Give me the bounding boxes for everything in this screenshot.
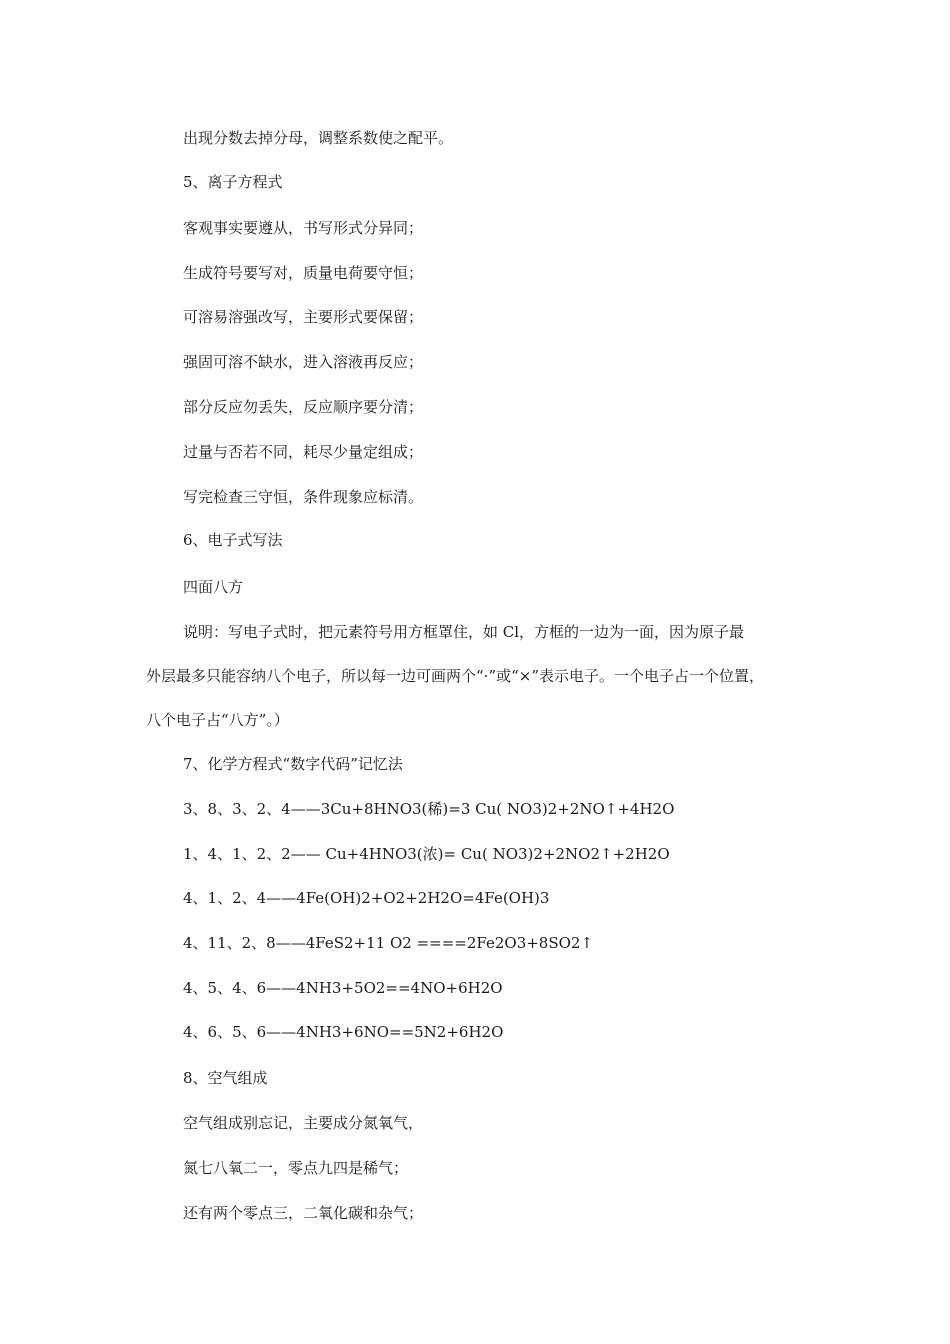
equation-line: 1、4、1、2、2—— Cu+4HNO3(浓)= Cu( NO3)2+2NO2↑+2H2O <box>183 845 670 863</box>
equation-line: 4、1、2、4——4Fe(OH)2+O2+2H2O=4Fe(OH)3 <box>183 889 550 907</box>
text-line: 强固可溶不缺水，进入溶液再反应； <box>183 353 424 371</box>
text-line: 写完检查三守恒，条件现象应标清。 <box>183 488 424 506</box>
text-line: 部分反应勿丢失，反应顺序要分清； <box>183 398 424 416</box>
text-line: 四面八方 <box>183 578 244 596</box>
text-line: 说明：写电子式时，把元素符号用方框罩住，如 Cl，方框的一边为一面，因为原子最 <box>183 623 745 641</box>
section-heading: 5、离子方程式 <box>183 173 283 191</box>
text-line: 还有两个零点三，二氧化碳和杂气； <box>183 1204 424 1222</box>
text-line: 外层最多只能容纳八个电子，所以每一边可画两个“·”或“×”表示电子。一个电子占一个位置， <box>146 667 765 685</box>
equation-line: 4、11、2、8——4FeS2+11 O2 ====2Fe2O3+8SO2↑ <box>183 934 594 952</box>
section-heading: 7、化学方程式“数字代码”记忆法 <box>183 755 403 773</box>
text-line: 生成符号要写对，质量电荷要守恒； <box>183 264 424 282</box>
text-line: 八个电子占“八方”。） <box>146 711 289 729</box>
text-line: 氮七八氧二一，零点九四是稀气； <box>183 1159 409 1177</box>
text-line: 可溶易溶强改写，主要形式要保留； <box>183 308 424 326</box>
equation-line: 3、8、3、2、4——3Cu+8HNO3(稀)=3 Cu( NO3)2+2NO↑+4H2O <box>183 800 675 818</box>
text-line: 空气组成别忘记，主要成分氮氧气， <box>183 1114 424 1132</box>
section-heading: 8、空气组成 <box>183 1069 268 1087</box>
section-heading: 6、电子式写法 <box>183 531 283 549</box>
text-line: 过量与否若不同，耗尽少量定组成； <box>183 443 424 461</box>
text-line: 客观事实要遵从，书写形式分异同； <box>183 219 424 237</box>
equation-line: 4、6、5、6——4NH3+6NO==5N2+6H2O <box>183 1023 504 1041</box>
text-line: 出现分数去掉分母，调整系数使之配平。 <box>183 129 454 147</box>
equation-line: 4、5、4、6——4NH3+5O2==4NO+6H2O <box>183 979 503 997</box>
